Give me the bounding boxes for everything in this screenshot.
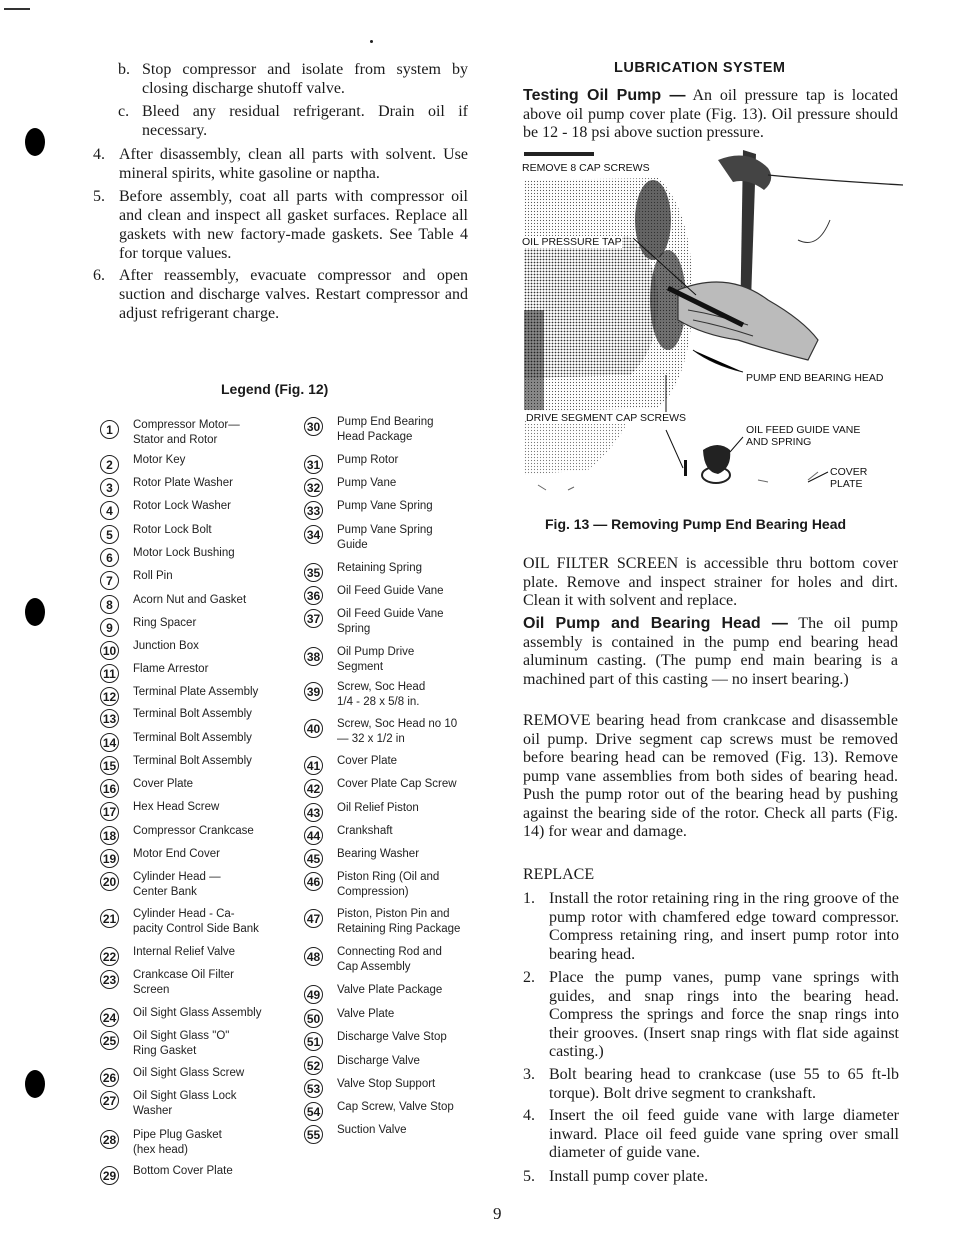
- legend-item: [304, 682, 425, 709]
- legend-number: 16: [100, 779, 119, 798]
- legend-label: Oil Feed Guide Vane Spring: [337, 608, 444, 635]
- legend-number: 40: [304, 719, 323, 738]
- legend-item: [100, 779, 193, 798]
- legend-item: [100, 687, 258, 706]
- binder-hole: [25, 598, 45, 626]
- legend-label: Cylinder Head — Center Bank: [133, 871, 221, 898]
- legend-number: 3: [100, 478, 119, 497]
- legend-item: [100, 525, 212, 544]
- legend-item: [100, 756, 252, 775]
- step-text: Insert the oil feed guide vane with large diameter inward. Place oil feed guide vane spring over small diameter of guide vane.: [549, 1107, 899, 1161]
- legend-number: 50: [304, 1009, 323, 1028]
- legend-number: 23: [100, 970, 119, 989]
- step-b: [118, 60, 468, 100]
- step-number: 4.: [93, 146, 105, 163]
- legend-label: Terminal Bolt Assembly: [133, 708, 252, 720]
- legend-item: [304, 478, 396, 497]
- legend-item: [100, 571, 173, 590]
- legend-label: Pump End Bearing Head Package: [337, 416, 434, 443]
- legend-number: 47: [304, 909, 323, 928]
- legend-item: [100, 455, 185, 474]
- legend-item: [304, 1079, 435, 1098]
- legend-number: 51: [304, 1032, 323, 1051]
- legend-label: Oil Sight Glass Lock Washer: [133, 1090, 237, 1117]
- legend-item: [100, 420, 240, 447]
- legend-number: 48: [304, 947, 323, 966]
- step-text: Place the pump vanes, pump vane springs with guides, and snap rings into the bearing head. Compress the springs and force the snap rings into their grooves. (Insert snap rings with flat side against casting.): [549, 969, 899, 1060]
- legend-label: Piston, Piston Pin and Retaining Ring Package: [337, 908, 461, 935]
- step-number: 5.: [93, 188, 105, 205]
- legend-number: 33: [304, 501, 323, 520]
- legend-label: Motor End Cover: [133, 848, 220, 860]
- legend-number: 44: [304, 826, 323, 845]
- legend-number: 15: [100, 756, 119, 775]
- legend-item: [304, 647, 414, 674]
- legend-item: [100, 1130, 222, 1157]
- legend-label: Junction Box: [133, 640, 199, 652]
- legend-label: Ring Spacer: [133, 617, 197, 629]
- figure-caption: Fig. 13 — Removing Pump End Bearing Head: [545, 516, 847, 532]
- legend-item: [100, 1008, 261, 1027]
- legend-number: 45: [304, 849, 323, 868]
- legend-label: Suction Valve: [337, 1124, 407, 1136]
- legend-item: [304, 1102, 454, 1121]
- pump-lead: Oil Pump and Bearing Head —: [523, 615, 788, 632]
- legend-item: [304, 563, 422, 582]
- legend-number: 55: [304, 1125, 323, 1144]
- legend-item: [100, 849, 220, 868]
- legend-number: 10: [100, 641, 119, 660]
- legend-number: 54: [304, 1102, 323, 1121]
- legend-label: Rotor Lock Washer: [133, 500, 231, 512]
- legend-title: Legend (Fig. 12): [221, 381, 329, 397]
- legend-label: Cover Plate: [337, 755, 398, 767]
- legend-number: 52: [304, 1056, 323, 1075]
- binder-hole: [25, 1070, 45, 1098]
- legend-item: [100, 733, 252, 752]
- step-6: [93, 266, 468, 326]
- legend-number: 5: [100, 525, 119, 544]
- legend-label: Connecting Rod and Cap Assembly: [337, 946, 442, 973]
- step-text: After disassembly, clean all parts with solvent. Use mineral spirits, white gasoline or naptha.: [119, 146, 468, 182]
- legend-item: [304, 609, 444, 636]
- testing-text: An oil pressure tap is located above oil pump cover plate (Fig. 13). Oil pressure should be 12 - 18 psi above suction pressure.: [523, 87, 898, 141]
- legend-number: 4: [100, 501, 119, 520]
- legend-item: [304, 872, 439, 899]
- legend-item: [100, 872, 221, 899]
- legend-item: [100, 970, 234, 997]
- legend-number: 42: [304, 779, 323, 798]
- figure-13: [518, 150, 903, 505]
- legend-label: Oil Feed Guide Vane: [337, 585, 444, 597]
- pump-text: The oil pump assembly is contained in the pump end bearing head aluminum casting. (The pump end main bearing is a machined part of this casting — no insert bearing.): [523, 615, 898, 688]
- speck: [370, 40, 373, 43]
- step-number: 5.: [523, 1168, 535, 1185]
- pump-paragraph: [523, 615, 898, 689]
- legend-number: 25: [100, 1031, 119, 1050]
- legend-item: [100, 947, 235, 966]
- legend-item: [304, 1056, 420, 1075]
- legend-number: 49: [304, 985, 323, 1004]
- step-number: c.: [118, 103, 130, 120]
- legend-label: Pump Rotor: [337, 454, 399, 466]
- legend-label: Crankcase Oil Filter Screen: [133, 969, 234, 996]
- legend-number: 29: [100, 1166, 119, 1185]
- legend-item: [100, 1031, 229, 1058]
- step-5: [93, 187, 468, 267]
- corner-mark: [4, 8, 30, 10]
- step-number: b.: [118, 61, 130, 78]
- legend-number: 11: [100, 664, 119, 683]
- legend-item: [100, 709, 252, 728]
- legend-item: [100, 501, 231, 520]
- legend-number: 8: [100, 595, 119, 614]
- legend-label: Roll Pin: [133, 570, 173, 582]
- legend-label: Oil Pump Drive Segment: [337, 646, 415, 673]
- legend-number: 14: [100, 733, 119, 752]
- legend-item: [100, 909, 259, 936]
- step-text: Before assembly, coat all parts with compressor oil and clean and inspect all gasket surfaces. Replace all gaskets with new factory-made gaskets. See Table 4 for torque values.: [119, 188, 468, 262]
- legend-label: Screw, Soc Head 1/4 - 28 x 5/8 in.: [337, 681, 426, 708]
- legend-label: Oil Sight Glass Assembly: [133, 1007, 262, 1019]
- step-text: Bolt bearing head to crankcase (use 55 to 65 ft-lb torque). Bolt drive segment to crankshaft.: [549, 1066, 899, 1102]
- legend-label: Compressor Motor— Stator and Rotor: [133, 419, 240, 446]
- legend-number: 12: [100, 687, 119, 706]
- label-cover-plate: COVER PLATE: [830, 466, 868, 490]
- legend-number: 32: [304, 478, 323, 497]
- legend-item: [100, 1166, 233, 1185]
- legend-number: 2: [100, 455, 119, 474]
- legend-item: [100, 802, 219, 821]
- legend-item: [304, 947, 442, 974]
- legend-item: [304, 1009, 394, 1028]
- legend-label: Flame Arrestor: [133, 663, 209, 675]
- legend-label: Cover Plate: [133, 778, 194, 790]
- legend-item: [304, 849, 419, 868]
- legend-number: 41: [304, 756, 323, 775]
- legend-number: 19: [100, 849, 119, 868]
- step-number: 6.: [93, 267, 105, 284]
- legend-item: [100, 641, 199, 660]
- legend-number: 27: [100, 1091, 119, 1110]
- legend-item: [304, 803, 419, 822]
- legend-number: 6: [100, 548, 119, 567]
- legend-label: Discharge Valve Stop: [337, 1031, 447, 1043]
- step-text: After reassembly, evacuate compressor and open suction and discharge valves. Restart compressor and adjust refrigerant charge.: [119, 267, 468, 322]
- step-number: 2.: [523, 969, 535, 986]
- legend-label: Terminal Bolt Assembly: [133, 755, 252, 767]
- legend-label: Oil Sight Glass "O" Ring Gasket: [133, 1030, 230, 1057]
- legend-label: Screw, Soc Head no 10 — 32 x 1/2 in: [337, 718, 458, 745]
- label-drive-segment-screws: DRIVE SEGMENT CAP SCREWS: [526, 412, 687, 424]
- testing-lead: Testing Oil Pump —: [523, 87, 686, 104]
- step-4: [93, 145, 468, 185]
- legend-label: Oil Sight Glass Screw: [133, 1067, 245, 1079]
- legend-label: Rotor Lock Bolt: [133, 524, 212, 536]
- legend-label: Cap Screw, Valve Stop: [337, 1101, 454, 1113]
- legend-number: 38: [304, 647, 323, 666]
- step-number: 1.: [523, 890, 535, 907]
- legend-label: Valve Plate: [337, 1008, 395, 1020]
- legend-label: Bottom Cover Plate: [133, 1165, 233, 1177]
- legend-label: Pump Vane Spring: [337, 500, 433, 512]
- legend-label: Cover Plate Cap Screw: [337, 778, 457, 790]
- legend-number: 18: [100, 826, 119, 845]
- legend-label: Rotor Plate Washer: [133, 477, 233, 489]
- legend-label: Internal Relief Valve: [133, 946, 236, 958]
- legend-number: 53: [304, 1079, 323, 1098]
- legend-item: [100, 618, 196, 637]
- legend-item: [304, 756, 397, 775]
- legend-label: Valve Stop Support: [337, 1078, 436, 1090]
- legend-item: [304, 417, 434, 444]
- legend-number: 21: [100, 909, 119, 928]
- legend-item: [100, 1068, 244, 1087]
- legend-number: 36: [304, 586, 323, 605]
- legend-label: Motor Lock Bushing: [133, 547, 235, 559]
- step-text: Bleed any residual refrigerant. Drain oil if necessary.: [142, 103, 468, 139]
- legend-item: [100, 548, 235, 567]
- legend-item: [304, 501, 433, 520]
- legend-label: Bearing Washer: [337, 848, 420, 860]
- legend-number: 24: [100, 1008, 119, 1027]
- legend-number: 13: [100, 709, 119, 728]
- binder-hole: [25, 128, 45, 156]
- legend-number: 37: [304, 609, 323, 628]
- legend-label: Pipe Plug Gasket (hex head): [133, 1129, 222, 1156]
- legend-item: [304, 826, 393, 845]
- legend-number: 1: [100, 420, 119, 439]
- legend-label: Compressor Crankcase: [133, 825, 254, 837]
- legend-item: [100, 595, 246, 614]
- legend-item: [100, 1091, 237, 1118]
- step-number: 3.: [523, 1066, 535, 1083]
- legend-label: Pump Vane: [337, 477, 397, 489]
- legend-item: [304, 985, 442, 1004]
- legend-number: 17: [100, 802, 119, 821]
- label-oil-pressure-tap: OIL PRESSURE TAP: [522, 236, 622, 248]
- legend-item: [100, 664, 208, 683]
- legend-label: Terminal Bolt Assembly: [133, 732, 252, 744]
- testing-paragraph: [523, 87, 898, 143]
- legend-number: 26: [100, 1068, 119, 1087]
- legend-label: Cylinder Head - Ca- pacity Control Side Bank: [133, 908, 259, 935]
- legend-item: [100, 826, 254, 845]
- legend-label: Retaining Spring: [337, 562, 423, 574]
- step-number: 4.: [523, 1107, 535, 1124]
- step-text: Install pump cover plate.: [549, 1168, 709, 1185]
- legend-number: 46: [304, 872, 323, 891]
- legend-label: Discharge Valve: [337, 1055, 420, 1067]
- legend-item: [304, 1125, 406, 1144]
- legend-label: Pump Vane Spring Guide: [337, 524, 433, 551]
- legend-number: 43: [304, 803, 323, 822]
- filter-paragraph: OIL FILTER SCREEN is accessible thru bottom cover plate. Remove and inspect strainer for holes and dirt. Clean it with solvent and replace.: [523, 555, 898, 609]
- legend-item: [304, 1032, 447, 1051]
- legend-item: [304, 586, 444, 605]
- legend-number: 35: [304, 563, 323, 582]
- legend-label: Valve Plate Package: [337, 984, 443, 996]
- legend-number: 31: [304, 455, 323, 474]
- legend-number: 20: [100, 872, 119, 891]
- legend-label: Piston Ring (Oil and Compression): [337, 871, 440, 898]
- label-remove-screws: REMOVE 8 CAP SCREWS: [522, 162, 650, 174]
- label-pump-end-bearing-head: PUMP END BEARING HEAD: [746, 372, 884, 384]
- legend-number: 9: [100, 618, 119, 637]
- step-c: [118, 102, 468, 142]
- legend-item: [100, 478, 233, 497]
- legend-label: Acorn Nut and Gasket: [133, 594, 247, 606]
- legend-label: Motor Key: [133, 454, 186, 466]
- legend-number: 34: [304, 525, 323, 544]
- legend-item: [304, 719, 457, 746]
- remove-paragraph: REMOVE bearing head from crankcase and disassemble oil pump. Drive segment cap screws must be removed before bearing head can be removed (Fig. 13). Remove pump vane assemblies from both sides of bearing head. Push the pump rotor out of the bearing head by pushing against the bearing side of the rotor. Check all parts (Fig. 14) for wear and damage.: [523, 712, 898, 840]
- step-text: Install the rotor retaining ring in the ring groove of the pump rotor with chamfered edge toward compressor. Compress retaining ring, and insert pump rotor into bearing head.: [549, 890, 899, 963]
- section-heading: LUBRICATION SYSTEM: [614, 60, 786, 76]
- legend-label: Crankshaft: [337, 825, 393, 837]
- legend-item: [304, 525, 433, 552]
- legend-item: [304, 779, 457, 798]
- legend-item: [304, 455, 398, 474]
- legend-label: Hex Head Screw: [133, 801, 220, 813]
- replace-heading: REPLACE: [523, 866, 595, 883]
- page-number: 9: [493, 1204, 502, 1223]
- legend-number: 39: [304, 682, 323, 701]
- legend-item: [304, 909, 460, 936]
- legend-number: 7: [100, 571, 119, 590]
- legend-number: 28: [100, 1130, 119, 1149]
- legend-label: Oil Relief Piston: [337, 802, 419, 814]
- legend-number: 30: [304, 417, 323, 436]
- legend-label: Terminal Plate Assembly: [133, 686, 259, 698]
- step-text: Stop compressor and isolate from system by closing discharge shutoff valve.: [142, 61, 468, 97]
- label-oil-feed-guide-vane: OIL FEED GUIDE VANE AND SPRING: [746, 424, 861, 448]
- figure-13-photo: [518, 150, 903, 505]
- legend-number: 22: [100, 947, 119, 966]
